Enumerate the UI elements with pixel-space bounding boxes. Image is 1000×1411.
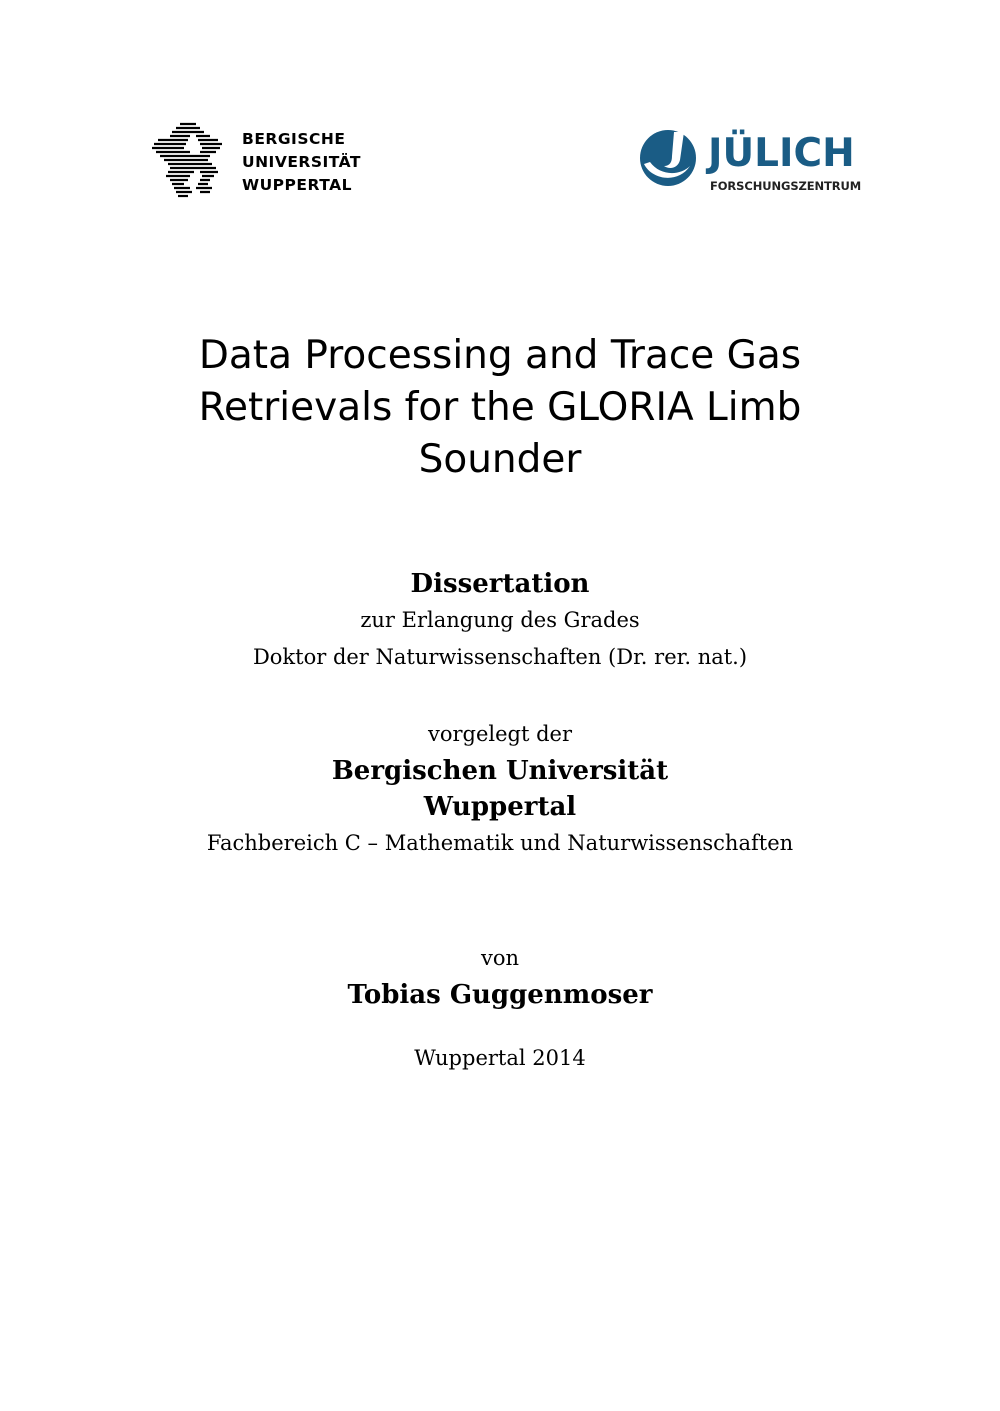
author-block xyxy=(100,940,900,1013)
logo-left-line2: UNIVERSITÄT xyxy=(242,153,362,171)
author-name: Tobias Guggenmoser xyxy=(347,980,653,1010)
logo-left-line3: WUPPERTAL xyxy=(242,176,352,194)
logo-right-name: JÜLICH xyxy=(708,131,855,176)
faculty: Fachbereich C – Mathematik und Naturwissenschaften xyxy=(206,831,794,855)
dissertation-block xyxy=(100,566,900,676)
submission-intro: vorgelegt der xyxy=(427,722,573,746)
juelich-logo xyxy=(638,124,862,200)
dissertation-line2: Doktor der Naturwissenschaften (Dr. rer. nat.) xyxy=(252,645,748,669)
university-line1: Bergischen Universität xyxy=(331,756,669,786)
dissertation-heading: Dissertation xyxy=(410,569,590,599)
title-line3: Sounder xyxy=(418,437,582,482)
lion-emblem-icon xyxy=(150,122,226,200)
juelich-emblem-icon xyxy=(638,126,700,188)
author-intro: von xyxy=(480,946,520,970)
bergische-universitaet-logo xyxy=(150,120,380,200)
place-date: Wuppertal 2014 xyxy=(414,1046,586,1070)
submission-block xyxy=(100,716,900,862)
title-line2: Retrievals for the GLORIA Limb xyxy=(198,385,802,430)
dissertation-line1: zur Erlangung des Grades xyxy=(360,608,640,632)
logo-right-subtitle: FORSCHUNGSZENTRUM xyxy=(710,179,862,193)
title-line1: Data Processing and Trace Gas xyxy=(198,333,802,378)
thesis-title xyxy=(100,330,900,486)
university-line2: Wuppertal xyxy=(423,792,577,822)
place-date-block xyxy=(100,1040,900,1077)
logo-left-line1: BERGISCHE xyxy=(242,130,346,148)
